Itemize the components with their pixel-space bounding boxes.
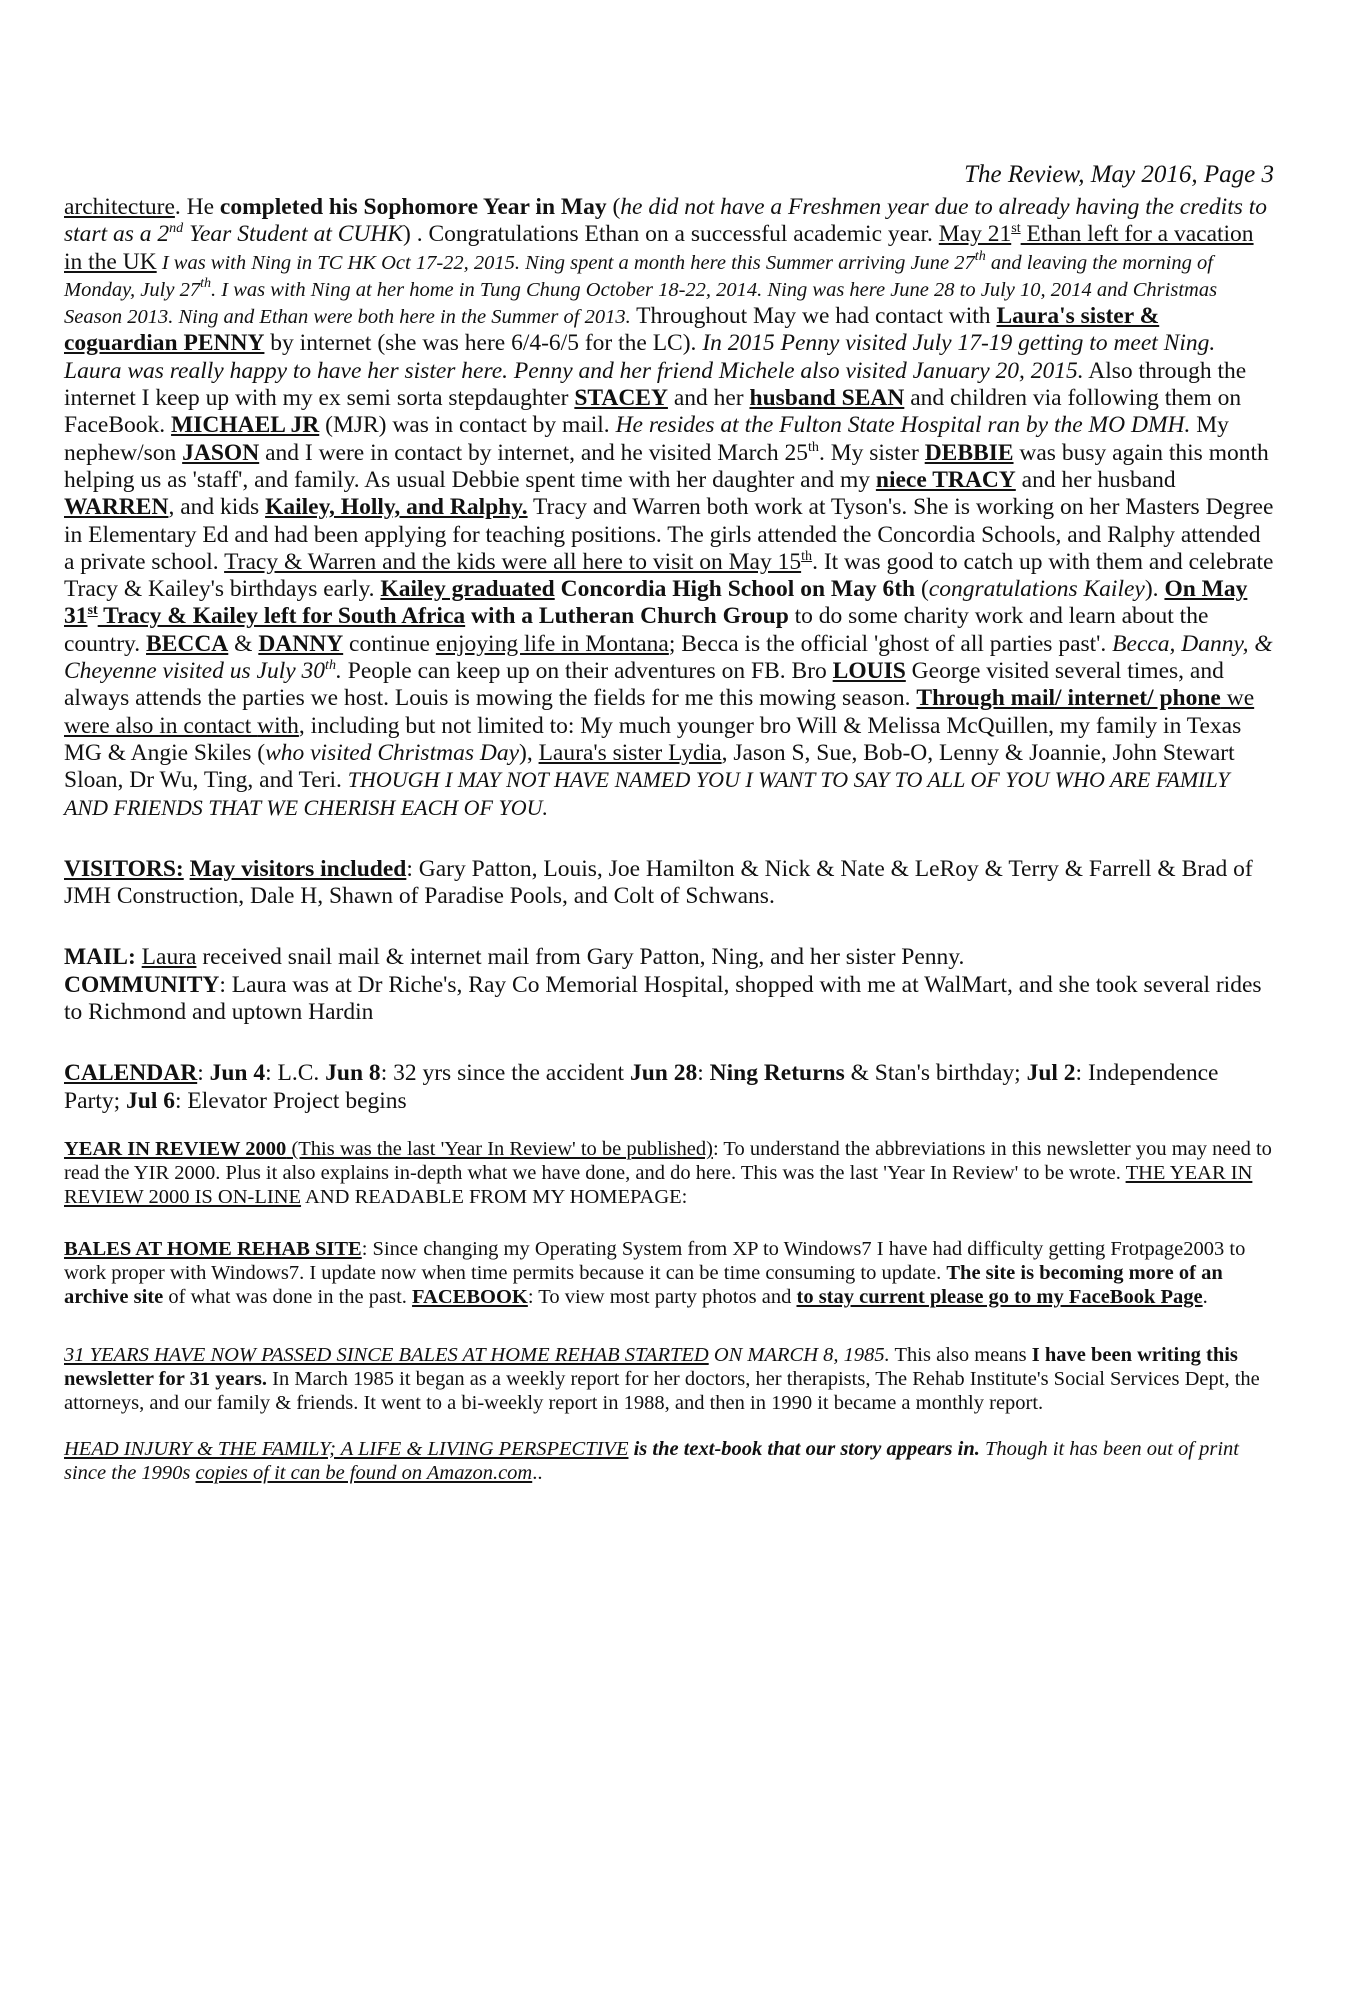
text-span: who visited Christmas Day	[265, 739, 519, 766]
text-span: &	[228, 630, 259, 657]
text-span: He resides at the Fulton State Hospital ran by the MO DMH.	[615, 412, 1191, 439]
text-span: of what was done in the past.	[163, 1285, 413, 1308]
text-span: (This was the last 'Year In Review' to be published)	[286, 1137, 713, 1160]
text-span: 31 YEARS HAVE NOW PASSED SINCE BALES AT HOME REHAB STARTED	[64, 1343, 709, 1366]
text-span: he did not have a Freshmen year due to already having the credits to start as a 2	[64, 194, 1268, 248]
text-span: : To understand the abbreviations in this newsletter you may need to read the YIR 2000. Plus it also explains in-depth what we have done, and do here. This was the last 'Year In Review' to be wrote.	[64, 1137, 1272, 1184]
text-span: AND READABLE FROM MY HOMEPAGE:	[301, 1185, 688, 1208]
superscript: th	[807, 438, 819, 455]
text-span: The site is becoming more of an archive site	[64, 1261, 1223, 1308]
text-span: JASON	[182, 439, 260, 466]
text-span: (	[915, 576, 929, 603]
text-span: Concordia High School on May 6th	[554, 576, 916, 603]
section-label: BALES AT HOME REHAB SITE	[64, 1237, 362, 1260]
text-span: ) . Congratulations Ethan on a successful academic year.	[403, 221, 939, 248]
text-span: Becca, Danny, & Cheyenne visited us July 30	[64, 630, 1273, 685]
text-span: This also means	[889, 1343, 1032, 1366]
text-span: May 21	[938, 221, 1012, 248]
text-span: : Since changing my Operating System from XP to Windows7 I have had difficulty getting Frotpage2003 to work proper with Windows7. I update now when time permits because it can be time consuming to update.	[64, 1237, 1246, 1284]
facebook-label: FACEBOOK	[412, 1285, 528, 1308]
visitors-section	[64, 856, 1274, 911]
text-span: and leaving the morning of Monday, July 27	[64, 251, 1213, 301]
text-span: :	[697, 1060, 710, 1087]
text-span: I was with Ning in TC HK Oct 17-22, 2015. Ning spent a month here this Summer arriving June 27	[156, 251, 975, 274]
text-span: May visitors included	[189, 855, 407, 882]
text-span: I have been writing this newsletter for 31 years.	[64, 1343, 1238, 1390]
text-span: and her	[667, 385, 750, 412]
text-span: with a Lutheran Church Group	[465, 603, 789, 630]
section-label: CALENDAR	[64, 1060, 198, 1087]
text-span: DANNY	[258, 630, 344, 657]
text-span: LOUIS	[832, 658, 906, 685]
text-span: Jun 4	[209, 1060, 266, 1087]
text-span: On May 31	[64, 576, 1248, 630]
text-span: by internet (she was here 6/4-6/5 for the LC).	[264, 330, 703, 357]
year-in-review-section	[64, 1137, 1274, 1209]
superscript: th	[974, 247, 986, 264]
text-span: Tracy & Kailey left for South Africa	[97, 603, 466, 630]
text-span: Jul 2	[1026, 1060, 1076, 1087]
anniversary-section	[64, 1343, 1274, 1415]
superscript: th	[200, 275, 212, 292]
text-span: BECCA	[146, 630, 229, 657]
text-span: architecture	[64, 194, 175, 220]
text-span: :	[197, 1060, 210, 1087]
text-span: STACEY	[574, 385, 668, 412]
text-span: Laura's sister Lydia	[538, 739, 722, 766]
text-span: ; Becca is the official 'ghost of all parties past'.	[668, 630, 1113, 657]
text-span: . My sister	[818, 439, 925, 466]
text-span: George visited several times, and always attends the parties we host. Louis is mowing the fields for me this mowing season.	[64, 658, 1224, 712]
section-label: YEAR IN REVIEW 2000	[64, 1137, 287, 1160]
text-span: THOUGH I MAY NOT HAVE NAMED YOU I WANT TO SAY TO ALL OF YOU WHO ARE FAMILY AND FRIENDS THAT WE CHERISH EACH OF YOU.	[64, 767, 1230, 820]
text-span: : Gary Patton, Louis, Joe Hamilton & Nick & Nate & LeRoy & Terry & Farrell & Brad of JMH Construction, Dale H, Shawn of Paradise Pools, and Colt of Schwans.	[64, 855, 1253, 910]
page-header: The Review, May 2016, Page 3	[964, 161, 1274, 188]
text-span: Tracy & Warren and the kids were all here to visit on May 15	[224, 548, 802, 575]
text-span: Ning Returns	[709, 1060, 845, 1087]
text-span: and her husband	[1015, 466, 1176, 493]
text-span: with	[257, 712, 299, 739]
text-span: : Independence Party;	[64, 1060, 1219, 1114]
family-news-paragraph	[64, 194, 1274, 822]
superscript: st	[1011, 220, 1021, 237]
text-span: husband SEAN	[749, 385, 905, 412]
text-span: Ethan left for a vacation in the UK	[64, 221, 1254, 275]
superscript: th	[325, 657, 336, 674]
text-span: ..	[532, 1461, 543, 1484]
text-span: (	[606, 194, 621, 220]
text-span: and I were in contact by internet, and he visited March 25	[259, 439, 808, 466]
text-span: In March 1985 it began as a weekly report for her doctors, her therapists, The Rehab Institute's Social Services Dept, the attorneys, and our family & friends. It went to a bi-weekly report in 1988, and then in 1990 it became a monthly report.	[64, 1367, 1260, 1414]
text-span: congratulations Kailey	[928, 576, 1145, 603]
calendar-section	[64, 1060, 1274, 1115]
text-span: In 2015 Penny visited July 17-19 getting to meet Ning. Laura was really happy to have her sister here. Penny and her friend Michele also visited January 20, 2015.	[64, 330, 1216, 384]
text-span: Through mail/ internet/ phone	[916, 685, 1221, 712]
text-span: , including but not limited to: My much younger bro Will & Melissa McQuillen, my family in Texas MG & Angie Skiles (	[64, 712, 1242, 766]
text-span: Kailey, Holly, and Ralphy.	[265, 494, 528, 521]
text-span: completed his Sophomore Year in May	[219, 194, 607, 220]
text-span: ON MARCH 8, 1985.	[708, 1343, 890, 1366]
text-span: , and kids	[168, 494, 266, 521]
text-span: received snail mail & internet mail from Gary Patton, Ning, and her sister Penny.	[196, 944, 965, 971]
text-span: was busy again this month helping us as 'staff', and family. As usual Debbie spent time with her daughter and my	[64, 439, 1269, 493]
text-span: Throughout May we had contact with	[630, 303, 997, 330]
text-span: niece TRACY	[875, 466, 1016, 493]
community-section	[64, 972, 1274, 1027]
book-title: HEAD INJURY & THE FAMILY; A LIFE & LIVING PERSPECTIVE	[64, 1437, 629, 1460]
text-span: .	[336, 658, 342, 685]
text-span: Tracy and Warren both work at Tyson's. She is working on her Masters Degree in Elementary Ed and had been applying for teaching positions. The girls attended the Concordia Schools, and Ralphy attended a private school.	[64, 494, 1274, 575]
text-span: .	[1202, 1285, 1208, 1308]
text-span: to do some charity work and learn about the country.	[64, 603, 1209, 657]
text-span: ).	[1144, 576, 1165, 603]
text-span: , Jason S, Sue, Bob-O, Lenny & Joannie, John Stewart Sloan, Dr Wu, Ting, and Teri.	[64, 739, 1235, 794]
text-span: Kailey graduated	[380, 576, 555, 603]
text-span: & Stan's birthday;	[844, 1060, 1027, 1087]
mail-section	[64, 944, 1274, 971]
text-span: Year Student at CUHK	[183, 221, 404, 248]
text-span: continue	[343, 630, 436, 657]
text-span: : L.C.	[265, 1060, 326, 1087]
text-span: People can keep up on their adventures on FB. Bro	[341, 658, 833, 685]
text-span: MICHAEL JR	[171, 412, 320, 439]
facebook-page-link[interactable]: to stay current please go to my FaceBook Page	[796, 1285, 1203, 1308]
section-label: VISITORS:	[64, 855, 184, 882]
amazon-link[interactable]: copies of it can be found on Amazon.com	[195, 1461, 533, 1484]
text-span: : Laura was at Dr Riche's, Ray Co Memorial Hospital, shopped with me at WalMart, and she took several rides to Richmond and uptown Hardin	[64, 971, 1262, 1026]
superscript: st	[87, 602, 98, 619]
year-in-review-link[interactable]: THE YEAR IN REVIEW 2000 IS ON-LINE	[64, 1161, 1253, 1208]
superscript: th	[801, 548, 813, 565]
section-label: COMMUNITY	[64, 971, 220, 998]
text-span: is the text-book that our story appears in.	[628, 1437, 980, 1460]
superscript: nd	[169, 220, 184, 237]
text-span: Though it has been out of print since the 1990s	[64, 1437, 1239, 1484]
text-span: Also through the internet I keep up with my ex semi sorta stepdaughter	[64, 357, 1247, 412]
text-span: . I was with Ning at her home in Tung Chung October 18-22, 2014. Ning was here June 28 to July 10, 2014 and Christmas Season 2013. Ning and Ethan were both here in the Summer of 2013.	[64, 278, 1218, 329]
text-span: . It was good to catch up with them and celebrate Tracy & Kailey's birthdays early.	[64, 548, 1274, 603]
text-span: DEBBIE	[924, 439, 1014, 466]
text-span: . He	[174, 194, 220, 220]
text-span: Laura	[141, 944, 197, 971]
text-span: Jun 8	[325, 1060, 381, 1087]
text-span: : To view most party photos and	[527, 1285, 797, 1308]
text-span: (MJR) was in contact by mail.	[319, 412, 616, 439]
text-span: Jun 28	[629, 1060, 698, 1087]
text-span: WARREN	[64, 494, 169, 521]
text-span: Jul 6	[126, 1087, 175, 1114]
section-label: MAIL:	[64, 944, 136, 971]
rehab-site-section	[64, 1237, 1274, 1309]
text-span: : 32 yrs since the accident	[380, 1060, 630, 1087]
text-span: My nephew/son	[64, 412, 1229, 466]
text-span: : Elevator Project begins	[175, 1087, 407, 1114]
text-span: enjoying life in Montana	[435, 630, 669, 657]
text-span: Laura's sister & coguardian PENNY	[64, 303, 1160, 357]
book-section	[64, 1437, 1274, 1485]
text-span: we were also in contact	[64, 685, 1255, 739]
text-span: ),	[519, 739, 539, 766]
text-span: and children via following them on FaceBook.	[64, 385, 1242, 439]
